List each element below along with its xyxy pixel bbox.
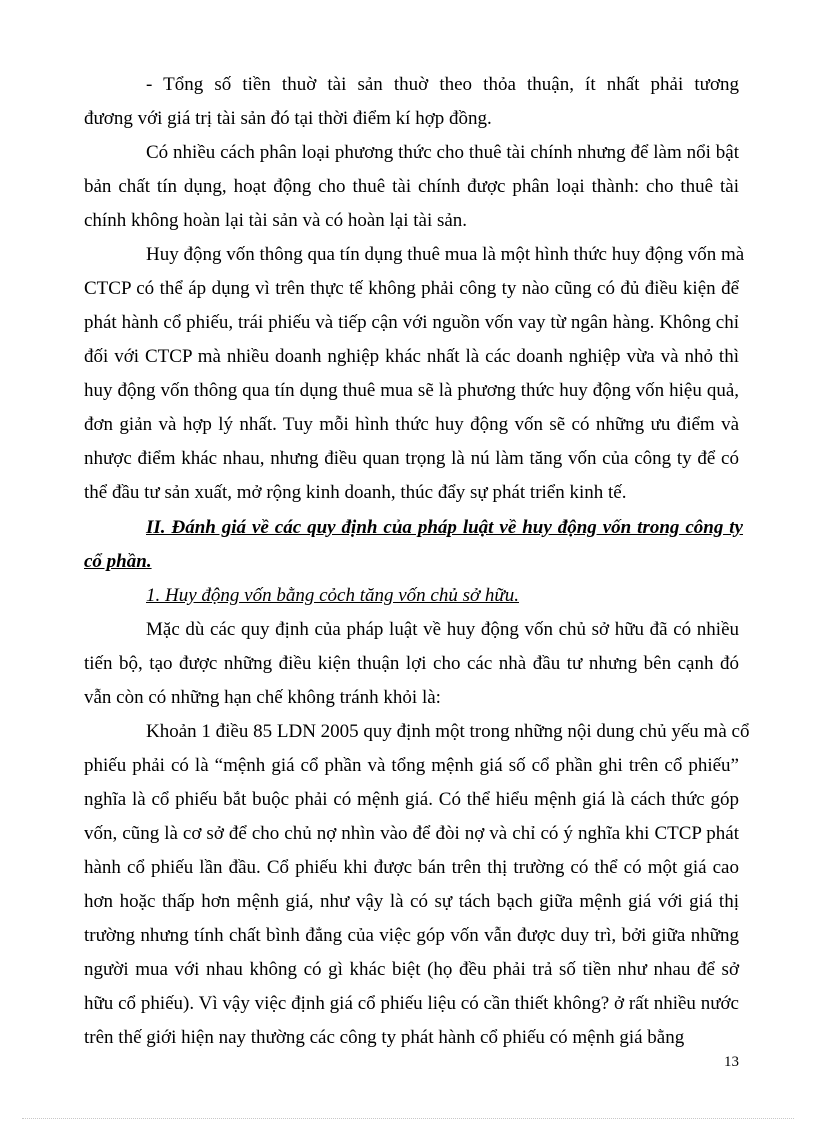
paragraph-line: Mặc dù các quy định của pháp luật về huy động vốn chủ sở hữu đã có nhiều (146, 619, 739, 640)
paragraph-line: phát hành cổ phiếu, trái phiếu và tiếp cận với nguồn vốn vay từ ngân hàng. Không chỉ (84, 312, 739, 333)
section-heading: II. Đánh giá về các quy định của pháp luật về huy động vốn trong công ty (146, 517, 743, 538)
paragraph-line: vẫn còn có những hạn chế không tránh khỏi là: (84, 687, 441, 708)
paragraph-line: Khoản 1 điều 85 LDN 2005 quy định một trong những nội dung chủ yếu mà cổ (146, 721, 750, 742)
footer-divider (22, 1118, 794, 1119)
paragraph-line: hành cổ phiếu lần đầu. Cổ phiếu khi được bán trên thị trường có thể có một giá cao (84, 857, 739, 878)
subsection-heading: 1. Huy động vốn bằng cỏch tăng vốn chủ sở hữu. (146, 585, 519, 606)
paragraph-line: CTCP có thể áp dụng vì trên thực tế không phải công ty nào cũng có đủ điều kiện để (84, 278, 739, 299)
paragraph-line: thể đầu tư sản xuất, mở rộng kinh doanh, thúc đẩy sự phát triển kinh tế. (84, 482, 627, 503)
page-number: 13 (724, 1054, 739, 1070)
paragraph-line: hữu cổ phiếu). Vì vậy việc định giá cổ phiếu liệu có cần thiết không? ở rất nhiều nước (84, 993, 739, 1014)
paragraph-line: đương với giá trị tài sản đó tại thời điểm kí hợp đồng. (84, 108, 492, 129)
paragraph-line: nhược điểm khác nhau, nhưng điều quan trọng là nú làm tăng vốn của công ty để có (84, 448, 739, 469)
paragraph-line: - Tổng số tiền thuờ tài sản thuờ theo thỏa thuận, ít nhất phải tương (146, 74, 739, 95)
paragraph-line: tiến bộ, tạo được những điều kiện thuận lợi cho các nhà đầu tư nhưng bên cạnh đó (84, 653, 739, 674)
paragraph-line: hơn hoặc thấp hơn mệnh giá, như vậy là có sự tách bạch giữa mệnh giá với giá thị (84, 891, 739, 912)
paragraph-line: huy động vốn thông qua tín dụng thuê mua sẽ là phương thức huy động vốn hiệu quả, (84, 380, 739, 401)
section-heading-continued: cổ phần. (84, 551, 152, 572)
paragraph-line: vốn, cũng là cơ sở để cho chủ nợ nhìn vào để đòi nợ và chỉ có ý nghĩa khi CTCP phát (84, 823, 739, 844)
paragraph-line: Huy động vốn thông qua tín dụng thuê mua là một hình thức huy động vốn mà (146, 244, 745, 265)
paragraph-line: Có nhiều cách phân loại phương thức cho thuê tài chính nhưng để làm nổi bật (146, 142, 739, 163)
paragraph-line: chính không hoàn lại tài sản và có hoàn lại tài sản. (84, 210, 468, 231)
paragraph-line: phiếu phải có là “mệnh giá cổ phần và tổng mệnh giá số cổ phần ghi trên cổ phiếu” (84, 755, 739, 776)
paragraph-line: bản chất tín dụng, hoạt động cho thuê tài chính được phân loại thành: cho thuê tài (84, 176, 739, 197)
paragraph-line: trường nhưng tính chất bình đẳng của việc góp vốn vẫn được duy trì, bởi giữa những (84, 925, 739, 946)
paragraph-line: đối với CTCP mà nhiều doanh nghiệp khác nhất là các doanh nghiệp vừa và nhỏ thì (84, 346, 739, 367)
paragraph-line: nghĩa là cổ phiếu bắt buộc phải có mệnh giá. Có thể hiểu mệnh giá là cách thức góp (84, 789, 739, 810)
paragraph-line: đơn giản và hợp lý nhất. Tuy mỗi hình thức huy động vốn sẽ có những ưu điểm và (84, 414, 739, 435)
paragraph-line: trên thế giới hiện nay thường các công ty phát hành cổ phiếu có mệnh giá bằng (84, 1027, 685, 1048)
paragraph-line: người mua với nhau không có gì khác biệt (họ đều phải trả số tiền như nhau để sở (84, 959, 739, 980)
